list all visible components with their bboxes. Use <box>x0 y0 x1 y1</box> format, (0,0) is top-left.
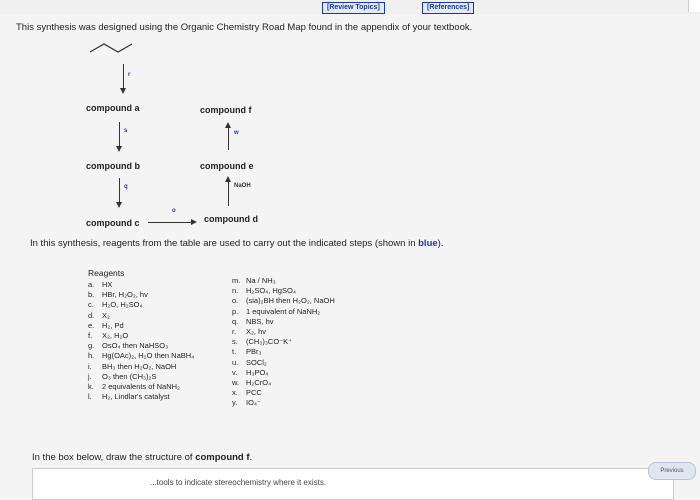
reagent-item <box>232 368 335 378</box>
arrow-e-to-f <box>228 126 229 150</box>
reagent-item <box>88 372 194 382</box>
reagent-item <box>232 337 335 347</box>
arrowhead <box>225 176 231 182</box>
reagent-value: (sia)₂BH then H₂O₂, NaOH <box>246 296 335 306</box>
reagent-key: k. <box>88 382 94 392</box>
reagent-item <box>232 388 335 398</box>
reagent-value: H₂O, H₂SO₄ <box>102 300 143 310</box>
reagent-key: d. <box>88 310 95 320</box>
reagent-key: u. <box>232 357 239 367</box>
review-topics-link[interactable]: [Review Topics] <box>322 2 385 14</box>
reagent-key: q. <box>232 316 239 326</box>
reagent-value: H₃PO₄ <box>246 367 269 377</box>
reagent-item <box>88 351 194 361</box>
arrowhead <box>120 88 126 94</box>
reagent-item <box>232 276 335 286</box>
compound-d: compound d <box>204 214 258 224</box>
reagent-key: h. <box>88 351 95 361</box>
reagents-list-left <box>88 280 194 402</box>
reagent-value: (CH₃)₃CO⁻K⁺ <box>246 337 293 347</box>
reagent-item <box>232 398 335 408</box>
arrow-c-to-d <box>148 222 192 223</box>
reagent-key: x. <box>232 388 238 398</box>
reagent-value: HBr, H₂O₂, hv <box>102 290 148 300</box>
reagent-key: e. <box>88 320 95 330</box>
reagent-item <box>88 392 194 402</box>
reagent-key: a. <box>88 280 95 289</box>
reagent-item <box>232 307 335 317</box>
reagent-key: m. <box>232 276 241 285</box>
reagent-key: w. <box>232 378 240 388</box>
reagent-item <box>88 290 194 300</box>
compound-b: compound b <box>86 161 140 171</box>
compound-c: compound c <box>86 218 140 228</box>
arrow-start-to-a <box>123 64 124 90</box>
reagent-item <box>88 311 194 321</box>
synthesis-description: In this synthesis, reagents from the table are used to carry out the indicated steps (shown in blue). <box>30 238 444 249</box>
reagent-label-r: r <box>128 72 131 78</box>
reagent-item <box>88 321 194 331</box>
reagent-value: IO₄⁻ <box>246 398 261 408</box>
reagent-value: X₂ <box>102 310 110 320</box>
arrow-a-to-b <box>119 122 120 148</box>
reagent-value: 2 equivalents of NaNH₂ <box>102 382 180 392</box>
reagent-value: 1 equivalent of NaNH₂ <box>246 306 321 316</box>
reagents-list-right <box>232 276 335 409</box>
reagent-key: l. <box>88 392 92 402</box>
reagent-item <box>88 300 194 310</box>
reagent-value: Hg(OAc)₂, H₂O then NaBH₄ <box>102 351 195 361</box>
compound-a: compound a <box>86 103 140 113</box>
arrowhead <box>191 219 197 225</box>
draw-instruction: In the box below, draw the structure of compound f. <box>32 452 253 463</box>
reagent-value: OsO₄ then NaHSO₃ <box>102 341 169 351</box>
reagent-item <box>88 341 194 351</box>
reagent-value: NBS, hv <box>246 316 274 326</box>
reagent-value: HX <box>102 280 113 289</box>
reagent-value: X₂, hv <box>246 327 267 337</box>
reagent-label-s: s <box>124 128 128 134</box>
reagent-key: s. <box>232 337 238 347</box>
reagent-item <box>232 317 335 327</box>
reagent-key: b. <box>88 290 95 300</box>
reagent-item <box>232 327 335 337</box>
reagent-item <box>232 296 335 306</box>
reagent-value: H₂SO₄, HgSO₄ <box>246 286 296 296</box>
drawing-box[interactable] <box>32 468 674 500</box>
references-link[interactable]: [References] <box>422 2 474 14</box>
reagent-key: i. <box>88 361 92 371</box>
compound-e: compound e <box>200 161 254 171</box>
reagent-item <box>88 280 194 290</box>
compound-f: compound f <box>200 105 252 115</box>
reagent-value: Na / NH₃ <box>246 276 276 285</box>
intro-text: This synthesis was designed using the Organic Chemistry Road Map found in the appendix of your textbook. <box>16 22 473 33</box>
reagent-value: O₃ then (CH₃)₂S <box>102 371 157 381</box>
reagent-key: y. <box>232 398 238 408</box>
reagent-item <box>88 362 194 372</box>
reagent-value: X₂, H₂O <box>102 331 129 341</box>
previous-button[interactable]: Previous <box>648 462 696 480</box>
arrowhead <box>116 146 122 152</box>
reagent-key: j. <box>88 371 92 381</box>
reagent-value: SOCl₂ <box>246 357 267 367</box>
arrow-d-to-e <box>228 180 229 206</box>
reagents-title: Reagents <box>88 268 125 278</box>
reagent-key: f. <box>88 331 93 341</box>
reagent-item <box>88 331 194 341</box>
reagent-key: n. <box>232 286 239 296</box>
reagent-item <box>232 347 335 357</box>
reagent-label-w: w <box>234 130 239 136</box>
reagent-item <box>232 378 335 388</box>
reagent-value: BH₃ then H₂O₂, NaOH <box>102 361 177 371</box>
drawing-box-hint: ...tools to indicate stereochemistry where it exists. <box>150 478 327 487</box>
reagent-item <box>232 286 335 296</box>
reagent-key: p. <box>232 306 239 316</box>
reagent-key: c. <box>88 300 94 310</box>
reagent-value: PCC <box>246 388 262 398</box>
reagent-key: r. <box>232 327 237 337</box>
arrow-b-to-c <box>119 178 120 204</box>
reagent-value: H₂, Lindlar's catalyst <box>102 392 170 402</box>
reagent-key: g. <box>88 341 95 351</box>
scrollbar[interactable] <box>688 0 700 12</box>
arrowhead <box>225 122 231 128</box>
reagent-value: PBr₃ <box>246 347 262 357</box>
reagent-label-o: o <box>172 208 176 214</box>
reagent-key: t. <box>232 347 237 357</box>
reagent-value: H₂CrO₄ <box>246 378 272 388</box>
reagent-item <box>88 382 194 392</box>
reagent-item <box>232 358 335 368</box>
reagent-label-q: q <box>124 184 128 190</box>
reagent-label-naoh: NaOH <box>234 183 251 189</box>
reagent-value: H₂, Pd <box>102 320 124 330</box>
reagent-key: o. <box>232 296 239 306</box>
arrowhead <box>116 202 122 208</box>
reagent-key: v. <box>232 367 238 377</box>
starting-material-structure <box>88 38 148 58</box>
